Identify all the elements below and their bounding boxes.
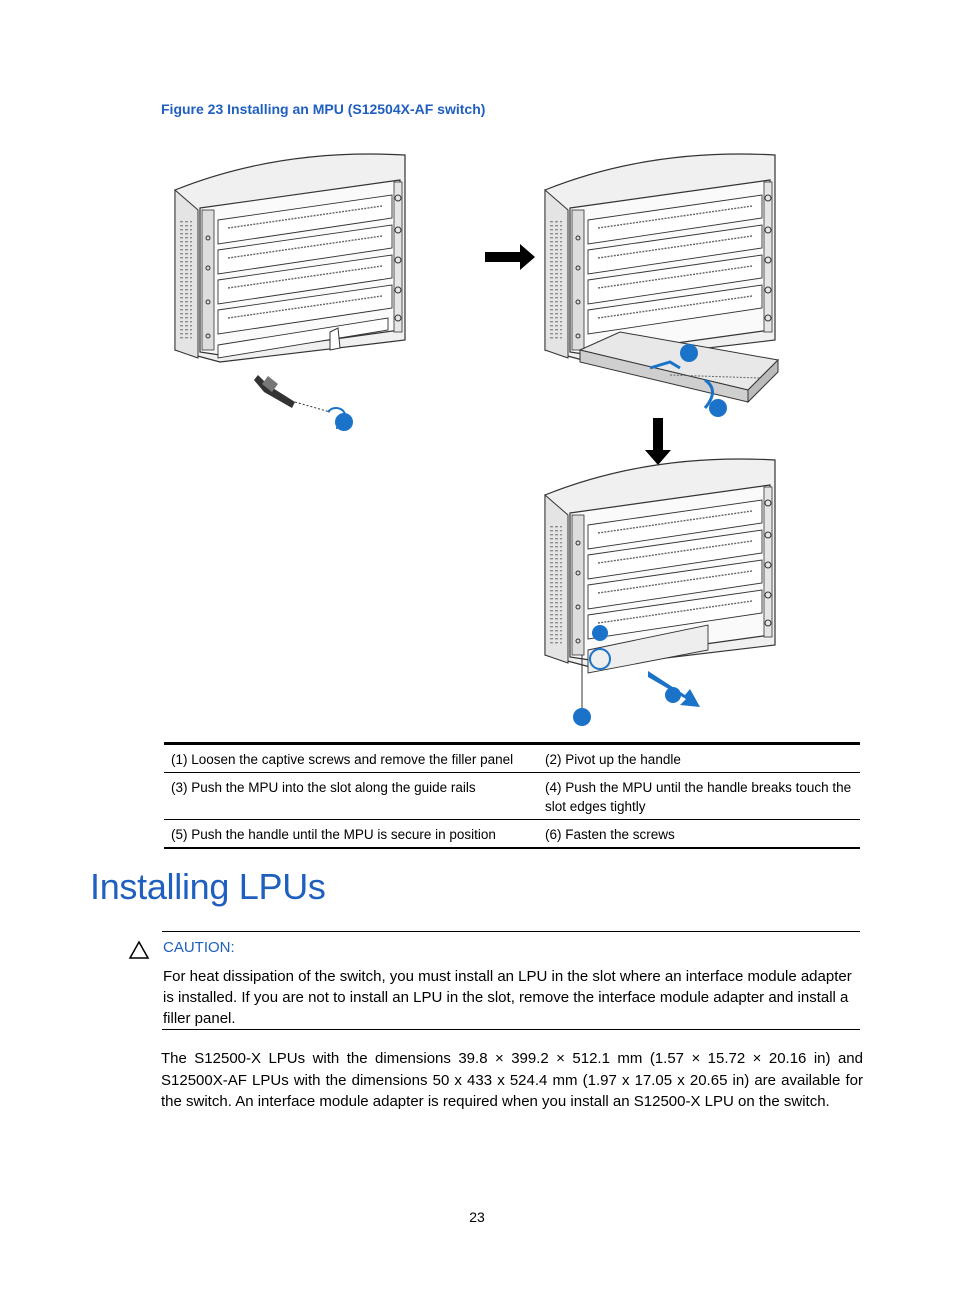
table-row	[164, 773, 860, 820]
table-row	[164, 744, 860, 773]
figure-caption: Figure 23 Installing an MPU (S12504X-AF switch)	[161, 101, 486, 117]
chassis-step-3	[545, 459, 775, 726]
page-number: 23	[469, 1209, 485, 1225]
legend-cell: (6) Fasten the screws	[538, 820, 860, 849]
arrow-right	[485, 244, 535, 270]
arrow-down	[645, 418, 671, 465]
mpu-installation-figure	[160, 140, 860, 740]
warning-triangle-icon	[128, 940, 150, 960]
chassis-step-2	[545, 154, 778, 417]
legend-cell: (5) Push the handle until the MPU is secure in position	[164, 820, 538, 849]
caution-label: CAUTION:	[163, 939, 235, 956]
section-heading: Installing LPUs	[90, 866, 326, 907]
caution-text: For heat dissipation of the switch, you must install an LPU in the slot where an interface module adapter is installed. If you are not to install an LPU in the slot, remove the interface module adapter and install a filler panel.	[163, 968, 852, 1027]
legend-cell: (1) Loosen the captive screws and remove the filler panel	[171, 752, 514, 767]
legend-cell: (3) Push the MPU into the slot along the guide rails	[164, 773, 538, 820]
figure-legend-table	[164, 742, 860, 849]
chassis-step-1	[175, 154, 405, 431]
legend-cell: (4) Push the MPU until the handle breaks touch the slot edges tightly	[538, 773, 860, 820]
legend-cell: (2) Pivot up the handle	[545, 752, 681, 767]
body-paragraph: The S12500-X LPUs with the dimensions 39.8 × 399.2 × 512.1 mm (1.57 × 15.72 × 20.16 in) and S12500X-AF LPUs with the dimensions 50 x 433 x 524.4 mm (1.97 x 17.05 x 20.65 in) are available for the switch. An interface module adapter is required when you install an S12500-X LPU on the switch.	[161, 1050, 863, 1110]
table-row	[164, 820, 860, 849]
